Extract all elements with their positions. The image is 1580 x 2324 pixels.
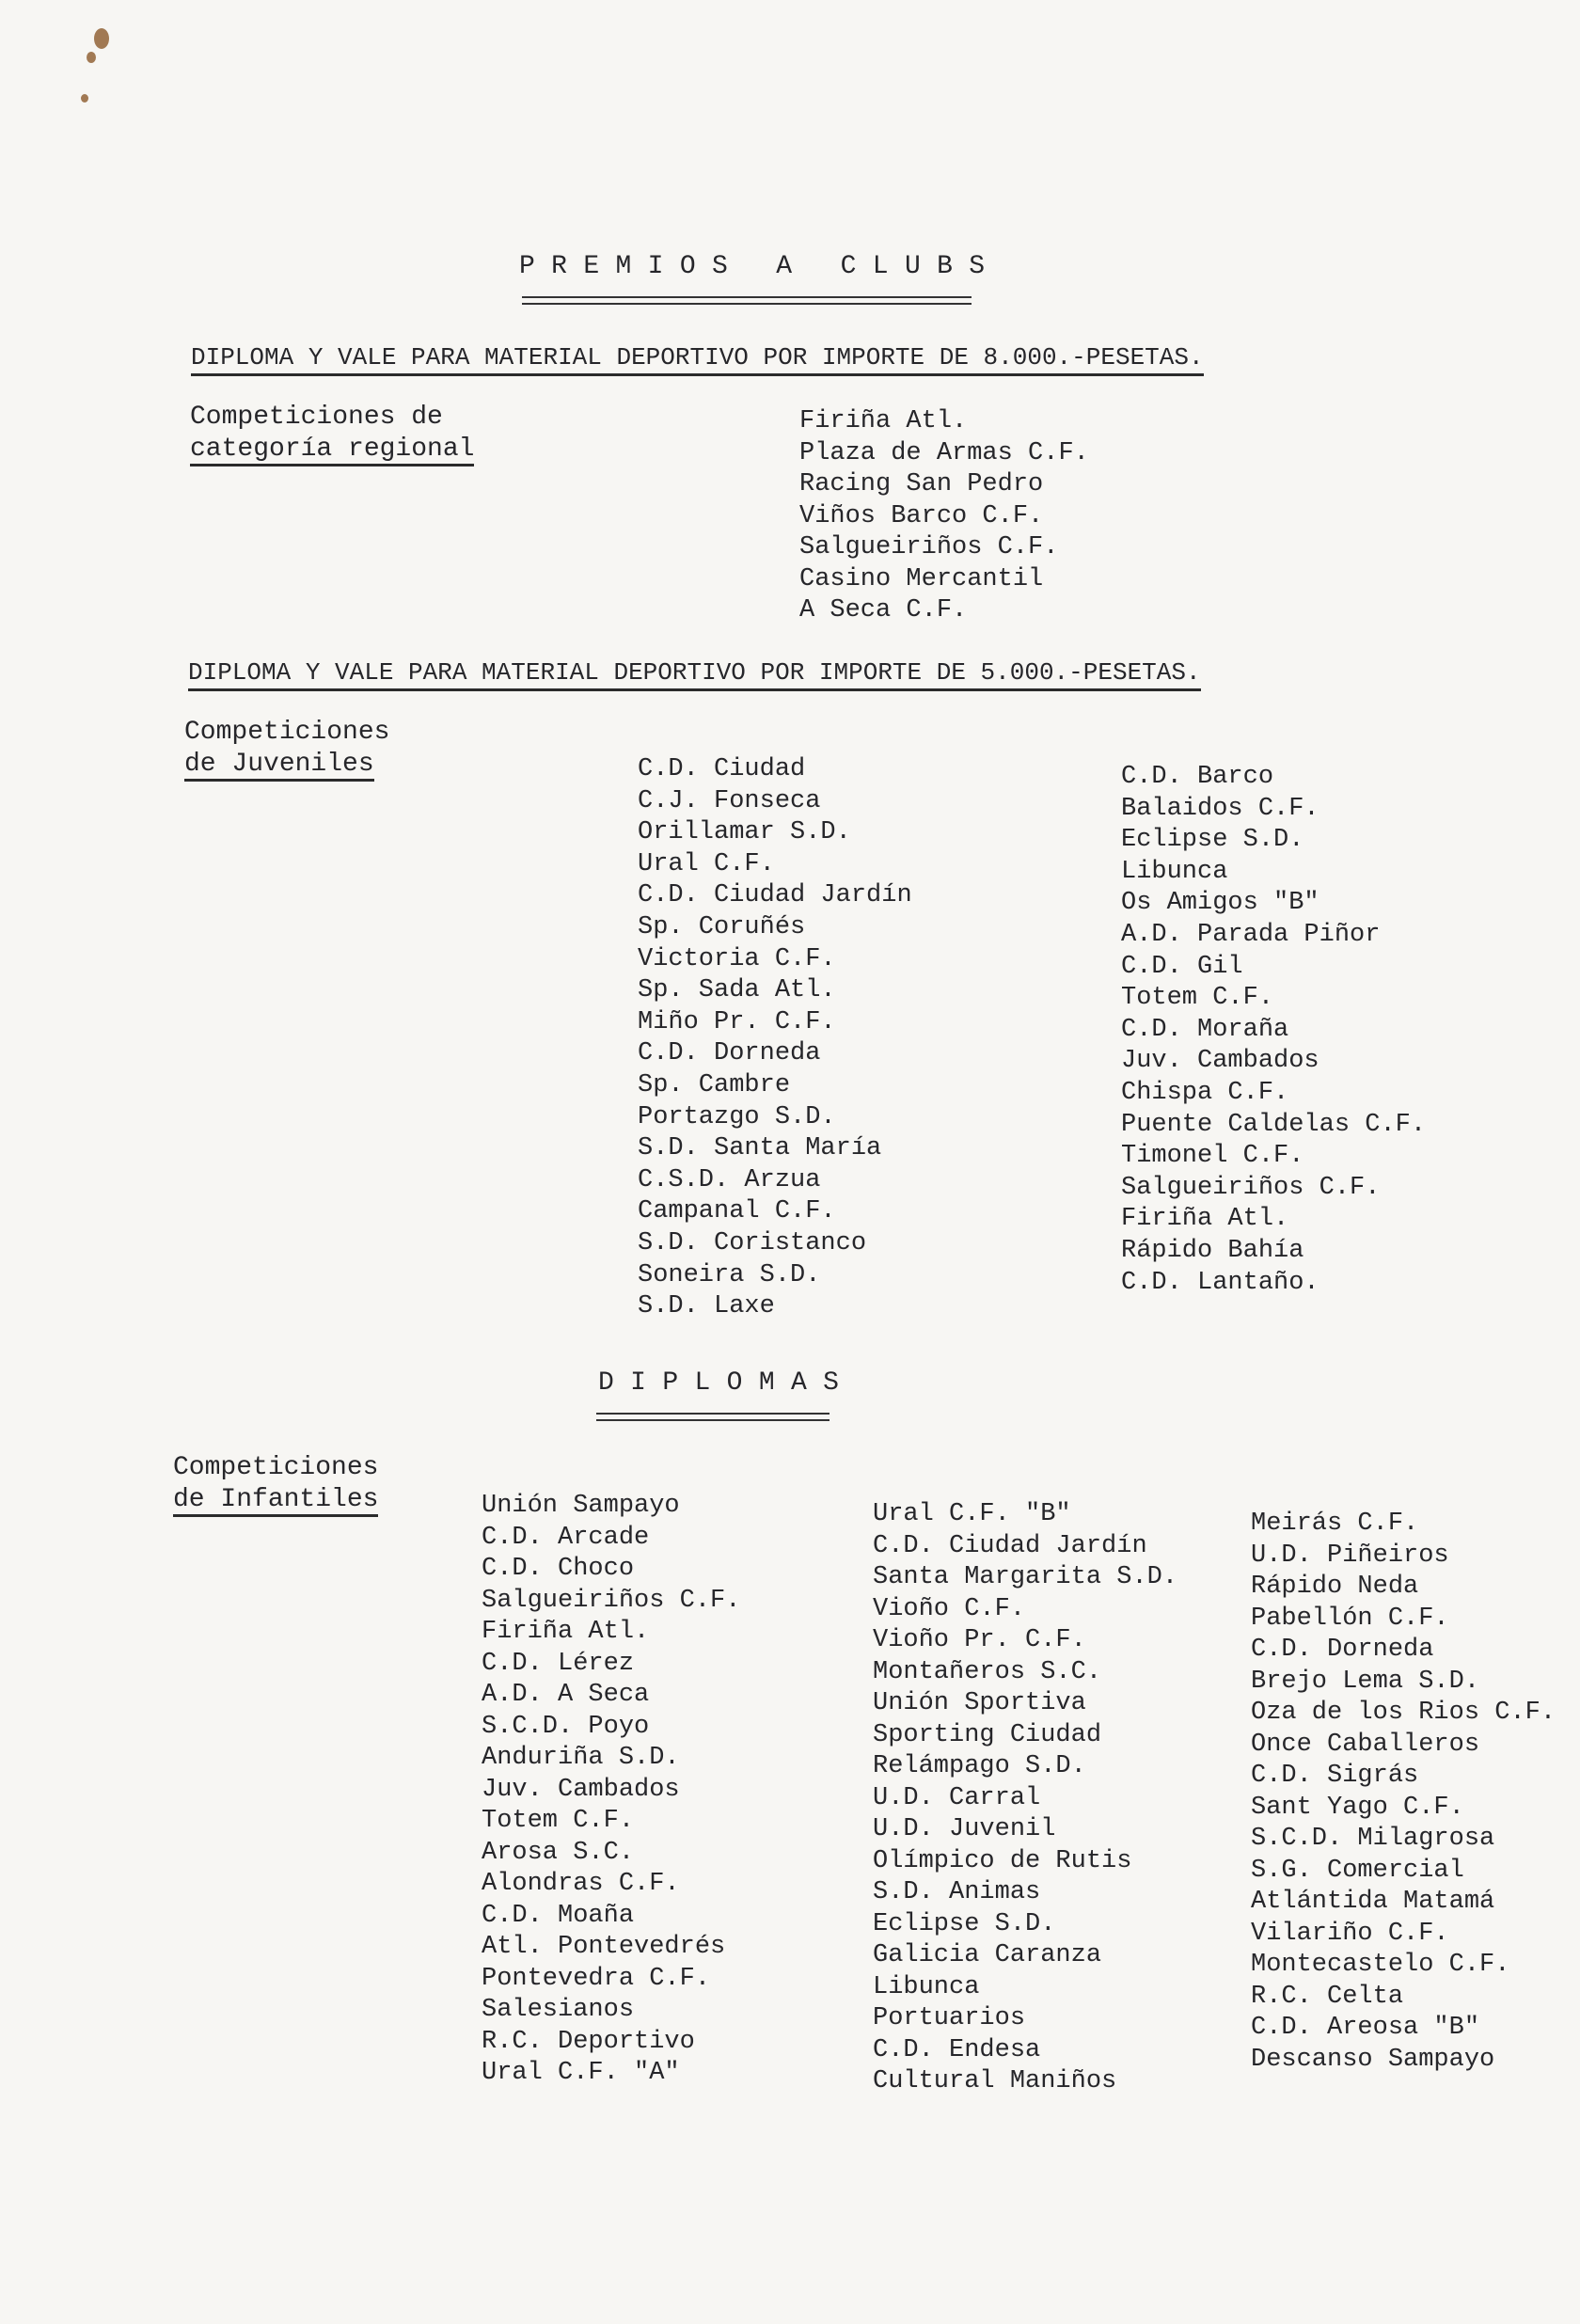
club-name: Racing San Pedro (799, 470, 1044, 498)
club-name: Anduriña S.D. (482, 1744, 680, 1772)
club-name: U.D. Piñeiros (1251, 1541, 1449, 1570)
club-name: Olímpico de Rutis (873, 1846, 1132, 1875)
club-name: Chispa C.F. (1121, 1078, 1289, 1107)
club-name: Soneira S.D. (638, 1260, 821, 1289)
club-name: Santa Margarita S.D. (873, 1563, 1178, 1591)
club-name: C.D. Dorneda (1251, 1636, 1434, 1664)
club-name: Arosa S.C. (482, 1838, 635, 1867)
club-name: Pabellón C.F. (1251, 1604, 1449, 1633)
club-name: Ural C.F. (638, 849, 775, 878)
rust-stain (94, 28, 109, 49)
label-line: Competiciones (184, 718, 390, 747)
club-name: Brejo Lema S.D. (1251, 1667, 1480, 1696)
club-name: Salgueiriños C.F. (1121, 1173, 1381, 1202)
club-name: Atl. Pontevedrés (482, 1933, 726, 1961)
infantiles-club-list-3 (1251, 1509, 1556, 2076)
club-name: Unión Sampayo (482, 1492, 680, 1520)
club-name: S.D. Coristanco (638, 1228, 867, 1257)
rust-stain (87, 52, 96, 63)
section-heading-8000: DIPLOMA Y VALE PARA MATERIAL DEPORTIVO POR IMPORTE DE 8.000.-PESETAS. (191, 343, 1204, 376)
club-name: Sporting Ciudad (873, 1720, 1102, 1749)
juveniles-club-list-2 (1121, 762, 1426, 1299)
club-name: C.D. Ciudad Jardín (873, 1531, 1147, 1560)
club-name: Salesianos (482, 1996, 635, 2024)
club-name: Sp. Sada Atl. (638, 976, 836, 1005)
club-name: R.C. Deportivo (482, 2027, 695, 2056)
club-name: Once Caballeros (1251, 1730, 1480, 1759)
club-name: Descanso Sampayo (1251, 2045, 1495, 2074)
club-name: R.C. Celta (1251, 1982, 1404, 2011)
club-name: Alondras C.F. (482, 1870, 680, 1898)
infantiles-club-list-1 (482, 1491, 740, 2090)
club-name: Juv. Cambados (482, 1775, 680, 1804)
club-name: Firiña Atl. (799, 407, 968, 435)
club-name: Eclipse S.D. (873, 1909, 1056, 1938)
club-name: C.D. Arcade (482, 1523, 650, 1552)
club-name: Casino Mercantil (799, 564, 1044, 593)
club-name: Firiña Atl. (1121, 1205, 1289, 1234)
club-name: Relámpago S.D. (873, 1752, 1086, 1780)
club-name: C.D. Ciudad (638, 755, 806, 783)
label-line-underlined: de Infantiles (173, 1486, 378, 1517)
club-name: Ural C.F. "B" (873, 1500, 1071, 1528)
club-name: Atlántida Matamá (1251, 1888, 1495, 1916)
club-name: Balaidos C.F. (1121, 794, 1319, 823)
club-name: C.D. Dorneda (638, 1039, 821, 1068)
club-name: Totem C.F. (1121, 984, 1274, 1013)
club-name: Sp. Coruñés (638, 912, 806, 941)
club-name: Plaza de Armas C.F. (799, 438, 1089, 467)
club-name: Montañeros S.C. (873, 1657, 1102, 1686)
label-line: Competiciones (173, 1453, 379, 1482)
club-name: U.D. Carral (873, 1783, 1041, 1812)
club-name: C.S.D. Arzua (638, 1165, 821, 1194)
club-name: S.D. Animas (873, 1878, 1041, 1906)
club-name: U.D. Juvenil (873, 1815, 1056, 1843)
club-name: Libunca (873, 1972, 980, 2001)
club-name: Orillamar S.D. (638, 818, 851, 847)
club-name: A Seca C.F. (799, 596, 968, 624)
club-name: A.D. Parada Piñor (1121, 920, 1381, 949)
club-name: C.D. Areosa "B" (1251, 2014, 1480, 2042)
club-name: Rápido Bahía (1121, 1236, 1304, 1265)
club-name: C.D. Sigrás (1251, 1762, 1419, 1790)
club-name: Meirás C.F. (1251, 1510, 1419, 1538)
club-name: Miño Pr. C.F. (638, 1007, 836, 1036)
club-name: C.D. Barco (1121, 763, 1274, 791)
rust-stain (81, 94, 88, 103)
club-name: C.D. Choco (482, 1555, 635, 1583)
club-name: Puente Caldelas C.F. (1121, 1110, 1427, 1139)
section-heading-5000: DIPLOMA Y VALE PARA MATERIAL DEPORTIVO POR IMPORTE DE 5.000.-PESETAS. (188, 658, 1201, 691)
club-name: Sant Yago C.F. (1251, 1793, 1464, 1822)
club-name: C.D. Lérez (482, 1649, 635, 1678)
club-name: Victoria C.F. (638, 944, 836, 973)
club-name: Campanal C.F. (638, 1197, 836, 1226)
club-name: Montecastelo C.F. (1251, 1951, 1510, 1979)
section-label-regional (190, 402, 474, 466)
club-name: Vioño Pr. C.F. (873, 1626, 1086, 1654)
infantiles-club-list-2 (873, 1499, 1177, 2098)
club-name: S.D. Laxe (638, 1292, 775, 1321)
club-name: Salgueiriños C.F. (482, 1586, 741, 1615)
club-name: S.C.D. Milagrosa (1251, 1825, 1495, 1853)
club-name: Ural C.F. "A" (482, 2059, 680, 2087)
club-name: S.C.D. Poyo (482, 1712, 650, 1741)
club-name: Galicia Caranza (873, 1941, 1102, 1969)
club-name: Rápido Neda (1251, 1573, 1419, 1601)
regional-club-list (799, 406, 1089, 627)
club-name: Portuarios (873, 2004, 1026, 2032)
club-name: S.G. Comercial (1251, 1856, 1464, 1885)
club-name: Cultural Maniños (873, 2067, 1117, 2095)
club-name: Salgueiriños C.F. (799, 533, 1059, 561)
club-name: Juv. Cambados (1121, 1047, 1319, 1076)
club-name: C.D. Ciudad Jardín (638, 881, 912, 910)
club-name: Firiña Atl. (482, 1618, 650, 1646)
club-name: Sp. Cambre (638, 1070, 791, 1099)
club-name: Vioño C.F. (873, 1594, 1026, 1623)
club-name: Oza de los Rios C.F. (1251, 1699, 1556, 1727)
club-name: Portazgo S.D. (638, 1102, 836, 1131)
club-name: C.D. Lantaño. (1121, 1268, 1319, 1297)
club-name: A.D. A Seca (482, 1681, 650, 1709)
diplomas-title: DIPLOMAS (598, 1368, 856, 1398)
juveniles-club-list-1 (638, 754, 912, 1323)
section-label-juveniles (184, 717, 389, 782)
club-name: C.D. Moraña (1121, 1015, 1289, 1044)
club-name: C.D. Gil (1121, 952, 1243, 981)
club-name: Eclipse S.D. (1121, 826, 1304, 855)
label-line-underlined: categoría regional (190, 435, 474, 466)
club-name: Os Amigos "B" (1121, 889, 1319, 918)
page-title: PREMIOS A CLUBS (519, 252, 1002, 281)
section-label-infantiles (173, 1452, 378, 1517)
club-name: Unión Sportiva (873, 1689, 1086, 1717)
club-name: Libunca (1121, 857, 1228, 886)
club-name: Vilariño C.F. (1251, 1919, 1449, 1948)
club-name: Viños Barco C.F. (799, 501, 1044, 530)
club-name: Totem C.F. (482, 1807, 635, 1835)
label-line-underlined: de Juveniles (184, 751, 374, 782)
club-name: Pontevedra C.F. (482, 1964, 711, 1993)
club-name: C.J. Fonseca (638, 786, 821, 815)
club-name: S.D. Santa María (638, 1134, 882, 1163)
label-line: Competiciones de (190, 403, 443, 432)
diplomas-underline (596, 1413, 830, 1421)
title-underline (522, 296, 972, 305)
club-name: C.D. Moaña (482, 1901, 635, 1930)
club-name: C.D. Endesa (873, 2035, 1041, 2064)
club-name: Timonel C.F. (1121, 1142, 1304, 1171)
